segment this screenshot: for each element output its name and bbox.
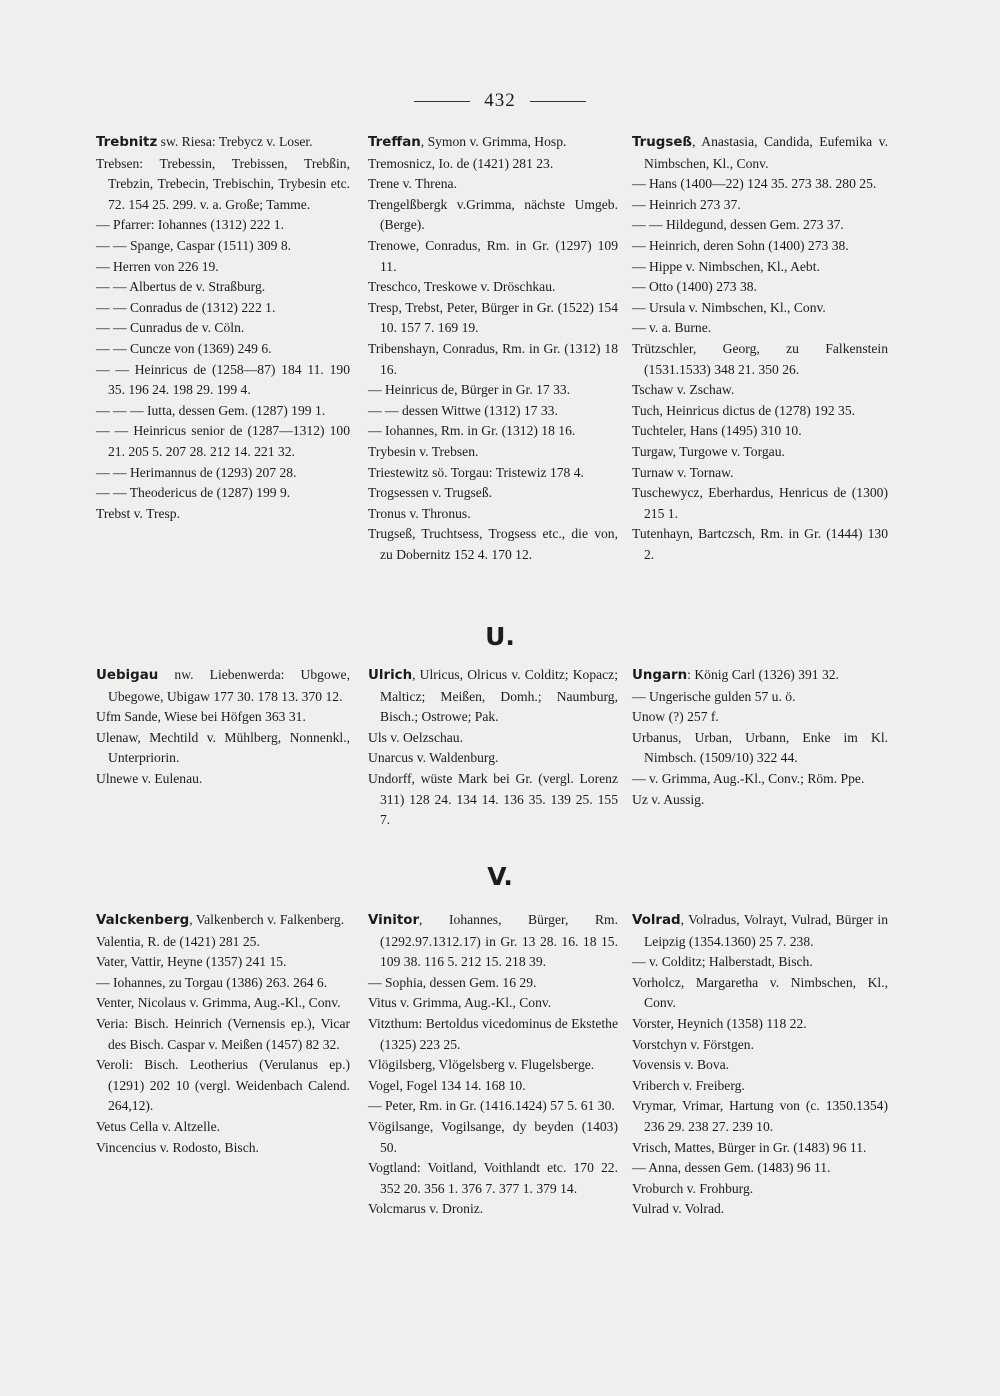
index-entry xyxy=(368,421,618,442)
entry-text: — Anna, dessen Gem. (1483) 96 11. xyxy=(632,1160,831,1176)
entry-text: Triestewitz sö. Torgau: Tristewiz 178 4. xyxy=(368,464,584,480)
index-entry xyxy=(96,483,350,504)
index-entry xyxy=(96,463,350,484)
entry-text: Vater, Vattir, Heyne (1357) 241 15. xyxy=(96,954,287,970)
entry-text: Trengelßbergk v.Grimma, nächste Umgeb. (Berge). xyxy=(368,196,618,233)
entry-text: Unarcus v. Waldenburg. xyxy=(368,750,499,766)
entry-text: Valentia, R. de (1421) 281 25. xyxy=(96,933,260,949)
entry-text: : König Carl (1326) 391 32. xyxy=(687,667,839,682)
entry-text: Uz v. Aussig. xyxy=(632,791,705,807)
entry-text: — — Conradus de (1312) 222 1. xyxy=(96,299,276,315)
entry-text: — Pfarrer: Iohannes (1312) 222 1. xyxy=(96,217,284,233)
entry-text: Ulenaw, Mechtild v. Mühlberg, Nonnenkl., Unterpriorin. xyxy=(96,729,350,766)
entry-text: Tuch, Heinricus dictus de (1278) 192 35. xyxy=(632,402,856,418)
entry-text: Vorster, Heynich (1358) 118 22. xyxy=(632,1015,807,1031)
index-entry xyxy=(368,298,618,339)
index-entry xyxy=(368,1096,618,1117)
index-entry xyxy=(368,748,618,769)
entry-text: , Iohannes, Bürger, Rm. (1292.97.1312.17) in Gr. 13 28. 16. 18 15. 109 38. 116 5. 212 15. 218 39. xyxy=(380,912,618,970)
entry-text: — Herren von 226 19. xyxy=(96,258,219,274)
entry-text: Ulnewe v. Eulenau. xyxy=(96,770,203,786)
entry-text: Vroburch v. Frohburg. xyxy=(632,1180,754,1196)
entry-text: Venter, Nicolaus v. Grimma, Aug.-Kl., Conv. xyxy=(96,995,341,1011)
entry-text: Tremosnicz, Io. de (1421) 281 23. xyxy=(368,155,554,171)
entry-text: Trugseß, Truchtsess, Trogsess etc., die von, zu Dobernitz 152 4. 170 12. xyxy=(368,526,618,562)
entry-text: — — Cuncze von (1369) 249 6. xyxy=(96,340,272,356)
entry-text: Turgaw, Turgowe v. Torgau. xyxy=(632,443,785,459)
index-entry xyxy=(96,318,350,339)
entry-text: Trogsessen v. Trugseß. xyxy=(368,485,493,501)
index-entry xyxy=(368,504,618,525)
entry-headword: Trugseß xyxy=(632,135,693,150)
entry-text: Tutenhayn, Bartczsch, Rm. in Gr. (1444) 130 2. xyxy=(632,526,888,562)
entry-text: , Volradus, Volrayt, Vulrad, Bürger in Leipzig (1354.1360) 25 7. 238. xyxy=(644,912,888,949)
entry-headword: Valckenberg xyxy=(96,913,190,928)
entry-text: Vitzthum: Bertoldus vicedominus de Ekstethe (1325) 223 25. xyxy=(368,1015,618,1052)
index-entry xyxy=(632,769,888,790)
entry-text: Tribenshayn, Conradus, Rm. in Gr. (1312) 18 16. xyxy=(368,340,618,377)
index-entry xyxy=(96,360,350,401)
entry-text: Vogtland: Voitland, Voithlandt etc. 170 22. 352 20. 356 1. 376 7. 377 1. 379 14. xyxy=(368,1160,618,1196)
column-1 xyxy=(96,132,350,524)
entry-text: Vogel, Fogel 134 14. 168 10. xyxy=(368,1077,526,1093)
index-entry xyxy=(632,1138,888,1159)
entry-text: Tschaw v. Zschaw. xyxy=(632,382,735,398)
index-entry xyxy=(96,728,350,769)
index-entry xyxy=(96,215,350,236)
index-entry xyxy=(632,707,888,728)
index-entry xyxy=(368,380,618,401)
column-3 xyxy=(632,910,888,1220)
index-entry xyxy=(632,215,888,236)
entry-text: Turnaw v. Tornaw. xyxy=(632,464,734,480)
column-2 xyxy=(368,910,618,1220)
index-entry xyxy=(96,769,350,790)
entry-text: nw. Liebenwerda: Ubgowe, Ubegowe, Ubigaw 177 30. 178 13. 370 12. xyxy=(108,667,350,704)
index-entry xyxy=(368,769,618,831)
index-entry xyxy=(632,1096,888,1137)
index-entry xyxy=(632,298,888,319)
entry-headword: Vinitor xyxy=(368,913,420,928)
index-entry xyxy=(96,910,350,932)
index-entry xyxy=(632,174,888,195)
column-1 xyxy=(96,665,350,790)
index-entry xyxy=(368,132,618,154)
index-entry xyxy=(632,277,888,298)
entry-text: Trützschler, Georg, zu Falkenstein (1531.1533) 348 21. 350 26. xyxy=(632,340,888,377)
entry-text: , Ulricus, Olricus v. Colditz; Kopacz; Malticz; Meißen, Domh.; Naumburg, Bisch.; Ostrowe; Pak. xyxy=(380,667,618,725)
index-entry xyxy=(632,1055,888,1076)
entry-text: — Heinrich, deren Sohn (1400) 273 38. xyxy=(632,237,849,253)
index-entry xyxy=(96,932,350,953)
index-entry xyxy=(368,973,618,994)
entry-headword: Treffan xyxy=(368,135,421,150)
index-entry xyxy=(632,728,888,769)
index-entry xyxy=(632,401,888,422)
index-entry xyxy=(96,973,350,994)
index-entry xyxy=(96,132,350,154)
index-entry xyxy=(368,1199,618,1220)
index-entry xyxy=(368,665,618,728)
index-entry xyxy=(632,421,888,442)
index-entry xyxy=(632,1035,888,1056)
entry-text: — Iohannes, Rm. in Gr. (1312) 18 16. xyxy=(368,423,576,439)
entry-text: Vrymar, Vrimar, Hartung von (c. 1350.1354) 236 29. 238 27. 239 10. xyxy=(632,1098,888,1134)
index-entry xyxy=(632,318,888,339)
index-entry xyxy=(368,442,618,463)
entry-text: Trene v. Threna. xyxy=(368,176,457,192)
entry-text: Ufm Sande, Wiese bei Höfgen 363 31. xyxy=(96,709,306,725)
page-number-header xyxy=(0,90,1000,112)
entry-text: Tronus v. Thronus. xyxy=(368,505,471,521)
header-rule-right xyxy=(530,101,586,102)
entry-text: , Anastasia, Candida, Eufemika v. Nimbschen, Kl., Conv. xyxy=(644,134,888,171)
index-entry xyxy=(96,707,350,728)
index-entry xyxy=(632,910,888,952)
index-entry xyxy=(632,952,888,973)
index-entry xyxy=(632,1014,888,1035)
entry-text: Vitus v. Grimma, Aug.-Kl., Conv. xyxy=(368,995,552,1011)
index-entry xyxy=(96,1055,350,1117)
index-entry xyxy=(632,132,888,174)
index-entry xyxy=(368,339,618,380)
entry-text: — — Theodericus de (1287) 199 9. xyxy=(96,485,291,501)
entry-text: Trebst v. Tresp. xyxy=(96,505,180,521)
entry-text: Volcmarus v. Droniz. xyxy=(368,1201,484,1217)
index-entry xyxy=(632,1199,888,1220)
column-2 xyxy=(368,665,618,831)
column-3 xyxy=(632,665,888,810)
entry-headword: Ulrich xyxy=(368,668,413,683)
index-entry xyxy=(368,174,618,195)
index-entry xyxy=(632,524,888,565)
entry-text: Unow (?) 257 f. xyxy=(632,709,719,725)
entry-text: Vrisch, Mattes, Bürger in Gr. (1483) 96 11. xyxy=(632,1139,867,1155)
entry-text: Tresp, Trebst, Peter, Bürger in Gr. (1522) 154 10. 157 7. 169 19. xyxy=(368,299,618,336)
entry-text: Vulrad v. Volrad. xyxy=(632,1201,725,1217)
entry-text: — Heinrich 273 37. xyxy=(632,196,741,212)
entry-text: Trebsen: Trebessin, Trebissen, Trebßin, Trebzin, Trebecin, Trebischin, Trybesin etc. 72. 154 25. 299. v. a. Große; Tamme. xyxy=(96,155,350,212)
index-entry xyxy=(632,442,888,463)
entry-text: Vriberch v. Freiberg. xyxy=(632,1077,745,1093)
index-entry xyxy=(368,1014,618,1055)
entry-text: — Iohannes, zu Torgau (1386) 263. 264 6. xyxy=(96,974,328,990)
index-entry xyxy=(96,257,350,278)
index-entry xyxy=(632,1158,888,1179)
entry-text: — — Herimannus de (1293) 207 28. xyxy=(96,464,297,480)
entry-text: Tuchteler, Hans (1495) 310 10. xyxy=(632,423,802,439)
entry-text: — Otto (1400) 273 38. xyxy=(632,279,757,295)
index-entry xyxy=(96,277,350,298)
index-entry xyxy=(368,1117,618,1158)
index-entry xyxy=(632,463,888,484)
index-entry xyxy=(632,339,888,380)
entry-text: — Peter, Rm. in Gr. (1416.1424) 57 5. 61 30. xyxy=(368,1098,615,1114)
entry-text: , Symon v. Grimma, Hosp. xyxy=(420,134,567,149)
index-entry xyxy=(96,339,350,360)
index-entry xyxy=(368,483,618,504)
index-entry xyxy=(632,973,888,1014)
entry-text: — — Cunradus de v. Cöln. xyxy=(96,320,245,336)
entry-headword: Volrad xyxy=(632,913,681,928)
index-entry xyxy=(96,421,350,462)
entry-text: — Sophia, dessen Gem. 16 29. xyxy=(368,974,537,990)
index-entry xyxy=(632,687,888,708)
entry-text: Trenowe, Conradus, Rm. in Gr. (1297) 109 11. xyxy=(368,237,618,274)
index-entry xyxy=(368,910,618,973)
index-entry xyxy=(632,665,888,687)
index-entry xyxy=(368,1055,618,1076)
entry-text: — Hippe v. Nimbschen, Kl., Aebt. xyxy=(632,258,820,274)
index-entry xyxy=(96,154,350,216)
entry-text: Vetus Cella v. Altzelle. xyxy=(96,1118,221,1134)
entry-text: Vögilsange, Vogilsange, dy beyden (1403) 50. xyxy=(368,1118,618,1155)
index-entry xyxy=(96,401,350,422)
entry-text: — v. a. Burne. xyxy=(632,320,712,336)
index-entry xyxy=(368,1076,618,1097)
entry-headword: Ungarn xyxy=(632,668,688,683)
entry-text: Veria: Bisch. Heinrich (Vernensis ep.), Vicar des Bisch. Caspar v. Meißen (1457) 82 32. xyxy=(96,1015,350,1052)
index-entry xyxy=(96,993,350,1014)
section-letter-u: U. xyxy=(485,622,515,651)
entry-text: Veroli: Bisch. Leotherius (Verulanus ep.) (1291) 202 10 (vergl. Weidenbach Calend. 264,12). xyxy=(96,1057,350,1114)
entry-text: — — Heinricus de (1258—87) 184 11. 190 35. 196 24. 198 29. 199 4. xyxy=(96,361,350,398)
column-2 xyxy=(368,132,618,565)
entry-text: — — — Iutta, dessen Gem. (1287) 199 1. xyxy=(96,402,326,418)
index-entry xyxy=(368,236,618,277)
index-entry xyxy=(632,1179,888,1200)
entry-text: Vorholcz, Margaretha v. Nimbschen, Kl., Conv. xyxy=(632,974,888,1011)
index-entry xyxy=(632,483,888,524)
entry-text: — v. Grimma, Aug.-Kl., Conv.; Röm. Ppe. xyxy=(632,770,865,786)
index-entry xyxy=(368,195,618,236)
entry-text: Vovensis v. Bova. xyxy=(632,1057,730,1073)
entry-text: , Valkenberch v. Falkenberg. xyxy=(189,912,345,927)
index-entry xyxy=(96,1014,350,1055)
entry-text: Vincencius v. Rodosto, Bisch. xyxy=(96,1139,259,1155)
entry-text: — Ursula v. Nimbschen, Kl., Conv. xyxy=(632,299,826,315)
column-1 xyxy=(96,910,350,1158)
page-number: 432 xyxy=(484,90,516,111)
entry-text: Trybesin v. Trebsen. xyxy=(368,443,479,459)
index-entry xyxy=(96,236,350,257)
index-entry xyxy=(368,154,618,175)
entry-text: Vorstchyn v. Förstgen. xyxy=(632,1036,754,1052)
index-entry xyxy=(632,1076,888,1097)
index-entry xyxy=(632,380,888,401)
entry-text: — — Spange, Caspar (1511) 309 8. xyxy=(96,237,292,253)
entry-text: Urbanus, Urban, Urbann, Enke im Kl. Nimbsch. (1509/10) 322 44. xyxy=(632,729,888,766)
index-entry xyxy=(632,257,888,278)
entry-text: Tuschewycz, Eberhardus, Henricus de (1300) 215 1. xyxy=(632,485,888,521)
index-entry xyxy=(96,504,350,525)
index-entry xyxy=(368,1158,618,1199)
index-entry xyxy=(96,1117,350,1138)
entry-text: — Heinricus de, Bürger in Gr. 17 33. xyxy=(368,382,571,398)
entry-text: — — dessen Wittwe (1312) 17 33. xyxy=(368,402,558,418)
entry-text: — — Heinricus senior de (1287—1312) 100 21. 205 5. 207 28. 212 14. 221 32. xyxy=(96,423,350,459)
entry-headword: Trebnitz xyxy=(96,135,158,150)
entry-text: — v. Colditz; Halberstadt, Bisch. xyxy=(632,954,813,970)
index-entry xyxy=(368,993,618,1014)
index-entry xyxy=(368,728,618,749)
entry-text: — Ungerische gulden 57 u. ö. xyxy=(632,688,796,704)
section-letter-v: V. xyxy=(487,862,513,891)
index-entry xyxy=(96,1138,350,1159)
entry-text: sw. Riesa: Trebycz v. Loser. xyxy=(157,134,313,149)
entry-text: — — Hildegund, dessen Gem. 273 37. xyxy=(632,217,844,233)
index-entry xyxy=(368,401,618,422)
index-entry xyxy=(632,790,888,811)
index-entry xyxy=(368,463,618,484)
header-rule-left xyxy=(414,101,470,102)
column-3 xyxy=(632,132,888,565)
index-entry xyxy=(96,952,350,973)
index-entry xyxy=(632,195,888,216)
entry-text: Uls v. Oelzschau. xyxy=(368,729,464,745)
entry-text: Treschco, Treskowe v. Dröschkau. xyxy=(368,279,556,295)
index-entry xyxy=(368,277,618,298)
index-entry xyxy=(368,524,618,565)
entry-text: Undorff, wüste Mark bei Gr. (vergl. Lorenz 311) 128 24. 134 14. 136 35. 139 25. 155 7. xyxy=(368,770,618,828)
index-entry xyxy=(632,236,888,257)
entry-text: — — Albertus de v. Straßburg. xyxy=(96,279,266,295)
index-entry xyxy=(96,665,350,707)
index-entry xyxy=(96,298,350,319)
entry-headword: Uebigau xyxy=(96,668,159,683)
entry-text: Vlögilsberg, Vlögelsberg v. Flugelsberge. xyxy=(368,1057,595,1073)
entry-text: — Hans (1400—22) 124 35. 273 38. 280 25. xyxy=(632,176,877,192)
